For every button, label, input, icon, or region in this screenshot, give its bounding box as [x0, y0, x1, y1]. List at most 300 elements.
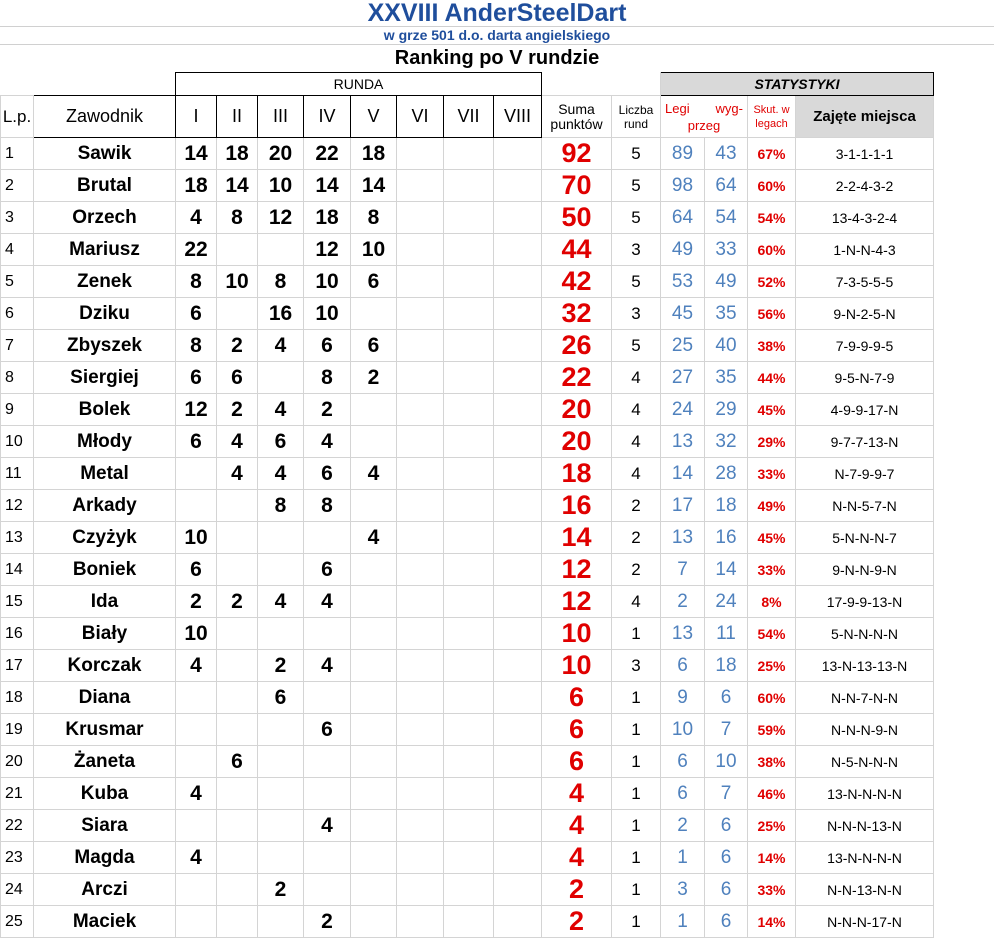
- round-points: [397, 682, 444, 714]
- leg-efficiency: 45%: [748, 394, 796, 426]
- round-points: 4: [258, 458, 304, 490]
- round-points: [176, 682, 217, 714]
- round-points: [494, 650, 542, 682]
- total-points: 10: [542, 618, 612, 650]
- round-points: 4: [217, 458, 258, 490]
- round-points: [494, 138, 542, 170]
- leg-efficiency: 54%: [748, 618, 796, 650]
- round-points: [397, 202, 444, 234]
- player-name: Korczak: [34, 650, 176, 682]
- round-points: [397, 650, 444, 682]
- rounds-played: 1: [612, 874, 661, 906]
- round-points: 4: [304, 426, 351, 458]
- table-row: [1, 618, 934, 650]
- row-lp: 13: [1, 522, 34, 554]
- round-points: [444, 458, 494, 490]
- round-points: [397, 810, 444, 842]
- round-points: 10: [217, 266, 258, 298]
- round-points: [397, 906, 444, 938]
- legs-won: 7: [661, 554, 705, 586]
- row-lp: 24: [1, 874, 34, 906]
- table-row: [1, 522, 934, 554]
- round-points: [444, 202, 494, 234]
- col-liczba: Liczba rund: [612, 96, 661, 138]
- places-taken: 9-N-2-5-N: [796, 298, 934, 330]
- legs-won: 9: [661, 682, 705, 714]
- round-points: [494, 746, 542, 778]
- round-points: [397, 714, 444, 746]
- places-taken: 7-9-9-9-5: [796, 330, 934, 362]
- legs-lost: 54: [705, 202, 748, 234]
- table-row: [1, 458, 934, 490]
- player-name: Magda: [34, 842, 176, 874]
- round-points: [494, 682, 542, 714]
- round-points: [258, 522, 304, 554]
- places-taken: N-N-7-N-N: [796, 682, 934, 714]
- round-points: [304, 522, 351, 554]
- legs-lost: 64: [705, 170, 748, 202]
- round-points: [444, 746, 494, 778]
- row-lp: 7: [1, 330, 34, 362]
- leg-efficiency: 52%: [748, 266, 796, 298]
- przeg-label: przeg: [687, 117, 721, 133]
- places-taken: 3-1-1-1-1: [796, 138, 934, 170]
- col-round: I: [176, 96, 217, 138]
- player-name: Dziku: [34, 298, 176, 330]
- leg-efficiency: 8%: [748, 586, 796, 618]
- total-points: 14: [542, 522, 612, 554]
- player-name: Biały: [34, 618, 176, 650]
- round-points: [397, 170, 444, 202]
- col-round: V: [351, 96, 397, 138]
- round-points: 6: [304, 714, 351, 746]
- round-points: [397, 138, 444, 170]
- leg-efficiency: 29%: [748, 426, 796, 458]
- leg-efficiency: 25%: [748, 650, 796, 682]
- round-points: [494, 522, 542, 554]
- round-points: [494, 714, 542, 746]
- round-points: [397, 746, 444, 778]
- table-row: [1, 778, 934, 810]
- places-taken: 13-N-N-N-N: [796, 778, 934, 810]
- row-lp: 23: [1, 842, 34, 874]
- round-points: [351, 906, 397, 938]
- round-points: 4: [258, 586, 304, 618]
- col-skut: Skut. w legach: [748, 96, 796, 138]
- legs-lost: 14: [705, 554, 748, 586]
- round-points: [351, 778, 397, 810]
- round-points: [444, 490, 494, 522]
- round-points: [397, 490, 444, 522]
- places-taken: 2-2-4-3-2: [796, 170, 934, 202]
- table-row: [1, 490, 934, 522]
- ranking-body: [1, 138, 934, 938]
- player-name: Ida: [34, 586, 176, 618]
- leg-efficiency: 33%: [748, 554, 796, 586]
- round-points: [351, 746, 397, 778]
- round-points: 8: [217, 202, 258, 234]
- round-points: [397, 554, 444, 586]
- total-points: 22: [542, 362, 612, 394]
- round-points: 18: [217, 138, 258, 170]
- round-points: [444, 618, 494, 650]
- rounds-played: 1: [612, 618, 661, 650]
- player-name: Siara: [34, 810, 176, 842]
- round-points: [217, 906, 258, 938]
- table-row: [1, 362, 934, 394]
- round-points: [304, 874, 351, 906]
- round-points: [217, 682, 258, 714]
- round-points: [397, 874, 444, 906]
- round-points: [444, 426, 494, 458]
- legs-lost: 16: [705, 522, 748, 554]
- round-points: [217, 778, 258, 810]
- ranking-title: Ranking po V rundzie: [394, 47, 600, 69]
- total-points: 16: [542, 490, 612, 522]
- leg-efficiency: 38%: [748, 330, 796, 362]
- round-points: [217, 618, 258, 650]
- leg-efficiency: 25%: [748, 810, 796, 842]
- leg-efficiency: 14%: [748, 842, 796, 874]
- col-round: III: [258, 96, 304, 138]
- round-points: [444, 650, 494, 682]
- column-header-row: [1, 96, 934, 138]
- round-points: 6: [351, 266, 397, 298]
- round-points: 22: [176, 234, 217, 266]
- round-points: 2: [217, 394, 258, 426]
- legs-won: 1: [661, 906, 705, 938]
- table-row: [1, 746, 934, 778]
- table-row: [1, 874, 934, 906]
- places-taken: N-N-N-17-N: [796, 906, 934, 938]
- col-suma: Suma punktów: [542, 96, 612, 138]
- round-points: [397, 842, 444, 874]
- round-points: 4: [258, 330, 304, 362]
- round-points: [176, 714, 217, 746]
- round-points: 14: [304, 170, 351, 202]
- legs-won: 27: [661, 362, 705, 394]
- round-points: [494, 362, 542, 394]
- round-points: [444, 298, 494, 330]
- legs-won: 64: [661, 202, 705, 234]
- round-points: 6: [217, 362, 258, 394]
- row-lp: 6: [1, 298, 34, 330]
- round-points: 4: [217, 426, 258, 458]
- legs-won: 98: [661, 170, 705, 202]
- runda-group-header: RUNDA: [176, 73, 542, 96]
- total-points: 12: [542, 586, 612, 618]
- rounds-played: 1: [612, 810, 661, 842]
- round-points: [351, 810, 397, 842]
- round-points: [494, 266, 542, 298]
- legs-lost: 18: [705, 490, 748, 522]
- round-points: 2: [304, 906, 351, 938]
- table-row: [1, 714, 934, 746]
- player-name: Arczi: [34, 874, 176, 906]
- places-taken: 17-9-9-13-N: [796, 586, 934, 618]
- round-points: 4: [304, 810, 351, 842]
- round-points: [494, 202, 542, 234]
- row-lp: 12: [1, 490, 34, 522]
- rounds-played: 2: [612, 490, 661, 522]
- total-points: 6: [542, 682, 612, 714]
- round-points: 10: [304, 266, 351, 298]
- round-points: [176, 746, 217, 778]
- places-taken: 13-N-N-N-N: [796, 842, 934, 874]
- row-lp: 18: [1, 682, 34, 714]
- round-points: [217, 298, 258, 330]
- legs-won: 6: [661, 746, 705, 778]
- round-points: [258, 746, 304, 778]
- tournament-subtitle: w grze 501 d.o. darta angielskiego: [383, 27, 611, 43]
- round-points: 4: [351, 458, 397, 490]
- row-lp: 4: [1, 234, 34, 266]
- round-points: [258, 810, 304, 842]
- table-row: [1, 394, 934, 426]
- total-points: 26: [542, 330, 612, 362]
- round-points: [444, 586, 494, 618]
- total-points: 44: [542, 234, 612, 266]
- legs-won: 25: [661, 330, 705, 362]
- player-name: Brutal: [34, 170, 176, 202]
- leg-efficiency: 59%: [748, 714, 796, 746]
- round-points: [444, 522, 494, 554]
- round-points: 4: [176, 650, 217, 682]
- round-points: [351, 426, 397, 458]
- round-points: [304, 778, 351, 810]
- round-points: 8: [304, 490, 351, 522]
- legs-lost: 6: [705, 682, 748, 714]
- rounds-played: 5: [612, 138, 661, 170]
- round-points: 2: [217, 330, 258, 362]
- round-points: 18: [176, 170, 217, 202]
- round-points: 6: [176, 426, 217, 458]
- row-lp: 21: [1, 778, 34, 810]
- player-name: Orzech: [34, 202, 176, 234]
- round-points: [494, 586, 542, 618]
- player-name: Metal: [34, 458, 176, 490]
- total-points: 12: [542, 554, 612, 586]
- round-points: 2: [258, 650, 304, 682]
- player-name: Kuba: [34, 778, 176, 810]
- row-lp: 1: [1, 138, 34, 170]
- legs-won: 45: [661, 298, 705, 330]
- player-name: Młody: [34, 426, 176, 458]
- round-points: 4: [304, 650, 351, 682]
- legs-lost: 6: [705, 842, 748, 874]
- round-points: 20: [258, 138, 304, 170]
- round-points: [397, 330, 444, 362]
- total-points: 92: [542, 138, 612, 170]
- total-points: 6: [542, 714, 612, 746]
- leg-efficiency: 33%: [748, 458, 796, 490]
- total-points: 70: [542, 170, 612, 202]
- rounds-played: 5: [612, 170, 661, 202]
- legs-won: 49: [661, 234, 705, 266]
- rounds-played: 1: [612, 906, 661, 938]
- places-taken: 9-N-N-9-N: [796, 554, 934, 586]
- round-points: 6: [304, 330, 351, 362]
- round-points: [444, 266, 494, 298]
- legs-lost: 32: [705, 426, 748, 458]
- round-points: 10: [351, 234, 397, 266]
- round-points: 2: [217, 586, 258, 618]
- row-lp: 25: [1, 906, 34, 938]
- row-lp: 3: [1, 202, 34, 234]
- leg-efficiency: 33%: [748, 874, 796, 906]
- round-points: 6: [351, 330, 397, 362]
- round-points: [397, 394, 444, 426]
- rounds-played: 2: [612, 554, 661, 586]
- table-row: [1, 842, 934, 874]
- total-points: 20: [542, 394, 612, 426]
- round-points: [351, 874, 397, 906]
- legs-won: 89: [661, 138, 705, 170]
- round-points: [351, 298, 397, 330]
- leg-efficiency: 45%: [748, 522, 796, 554]
- places-taken: N-N-N-9-N: [796, 714, 934, 746]
- row-lp: 20: [1, 746, 34, 778]
- legs-won: 24: [661, 394, 705, 426]
- places-taken: 5-N-N-N-7: [796, 522, 934, 554]
- round-points: [397, 266, 444, 298]
- round-points: 10: [258, 170, 304, 202]
- round-points: 4: [176, 202, 217, 234]
- table-row: [1, 554, 934, 586]
- row-lp: 11: [1, 458, 34, 490]
- round-points: [217, 234, 258, 266]
- col-round: IV: [304, 96, 351, 138]
- leg-efficiency: 56%: [748, 298, 796, 330]
- round-points: [494, 330, 542, 362]
- total-points: 50: [542, 202, 612, 234]
- round-points: 14: [176, 138, 217, 170]
- round-points: 12: [258, 202, 304, 234]
- rounds-played: 3: [612, 650, 661, 682]
- rounds-played: 1: [612, 714, 661, 746]
- round-points: 2: [304, 394, 351, 426]
- round-points: [444, 810, 494, 842]
- round-points: [444, 330, 494, 362]
- total-points: 32: [542, 298, 612, 330]
- round-points: 4: [351, 522, 397, 554]
- legi-label: Legi: [665, 100, 690, 116]
- leg-efficiency: 14%: [748, 906, 796, 938]
- legs-won: 14: [661, 458, 705, 490]
- legs-lost: 43: [705, 138, 748, 170]
- round-points: 8: [176, 266, 217, 298]
- legs-won: 10: [661, 714, 705, 746]
- round-points: 14: [217, 170, 258, 202]
- round-points: [397, 234, 444, 266]
- leg-efficiency: 49%: [748, 490, 796, 522]
- round-points: 4: [258, 394, 304, 426]
- legs-lost: 24: [705, 586, 748, 618]
- round-points: [304, 842, 351, 874]
- legs-lost: 35: [705, 298, 748, 330]
- rounds-played: 1: [612, 746, 661, 778]
- row-lp: 14: [1, 554, 34, 586]
- places-taken: N-N-N-13-N: [796, 810, 934, 842]
- round-points: [494, 426, 542, 458]
- total-points: 42: [542, 266, 612, 298]
- round-points: [494, 874, 542, 906]
- legs-lost: 49: [705, 266, 748, 298]
- round-points: [444, 234, 494, 266]
- places-taken: 13-N-13-13-N: [796, 650, 934, 682]
- places-taken: 7-3-5-5-5: [796, 266, 934, 298]
- round-points: [258, 554, 304, 586]
- player-name: Czyżyk: [34, 522, 176, 554]
- places-taken: N-7-9-9-7: [796, 458, 934, 490]
- round-points: [444, 170, 494, 202]
- round-points: [444, 842, 494, 874]
- player-name: Bolek: [34, 394, 176, 426]
- round-points: 2: [176, 586, 217, 618]
- player-name: Mariusz: [34, 234, 176, 266]
- player-name: Maciek: [34, 906, 176, 938]
- col-lp: L.p.: [1, 96, 34, 138]
- round-points: [444, 138, 494, 170]
- legs-lost: 10: [705, 746, 748, 778]
- legs-won: 6: [661, 650, 705, 682]
- round-points: [397, 458, 444, 490]
- round-points: 4: [176, 842, 217, 874]
- round-points: 10: [176, 618, 217, 650]
- legs-won: 13: [661, 618, 705, 650]
- player-name: Krusmar: [34, 714, 176, 746]
- legs-won: 13: [661, 426, 705, 458]
- round-points: [494, 842, 542, 874]
- legs-lost: 29: [705, 394, 748, 426]
- table-row: [1, 266, 934, 298]
- rounds-played: 4: [612, 586, 661, 618]
- round-points: [494, 170, 542, 202]
- round-points: [444, 554, 494, 586]
- table-row: [1, 202, 934, 234]
- row-lp: 9: [1, 394, 34, 426]
- player-name: Zbyszek: [34, 330, 176, 362]
- rounds-played: 3: [612, 234, 661, 266]
- round-points: 10: [176, 522, 217, 554]
- round-points: [176, 874, 217, 906]
- round-points: [258, 618, 304, 650]
- round-points: [397, 778, 444, 810]
- round-points: [494, 810, 542, 842]
- table-row: [1, 650, 934, 682]
- player-name: Diana: [34, 682, 176, 714]
- legs-won: 13: [661, 522, 705, 554]
- legs-lost: 33: [705, 234, 748, 266]
- table-row: [1, 170, 934, 202]
- round-points: [217, 842, 258, 874]
- legs-lost: 40: [705, 330, 748, 362]
- legs-won: 2: [661, 810, 705, 842]
- round-points: 6: [176, 362, 217, 394]
- round-points: [494, 618, 542, 650]
- row-lp: 5: [1, 266, 34, 298]
- round-points: [258, 714, 304, 746]
- round-points: [258, 362, 304, 394]
- places-taken: 9-7-7-13-N: [796, 426, 934, 458]
- round-points: [397, 522, 444, 554]
- table-row: [1, 586, 934, 618]
- round-points: 6: [176, 298, 217, 330]
- round-points: 16: [258, 298, 304, 330]
- legs-lost: 35: [705, 362, 748, 394]
- round-points: [494, 490, 542, 522]
- total-points: 4: [542, 842, 612, 874]
